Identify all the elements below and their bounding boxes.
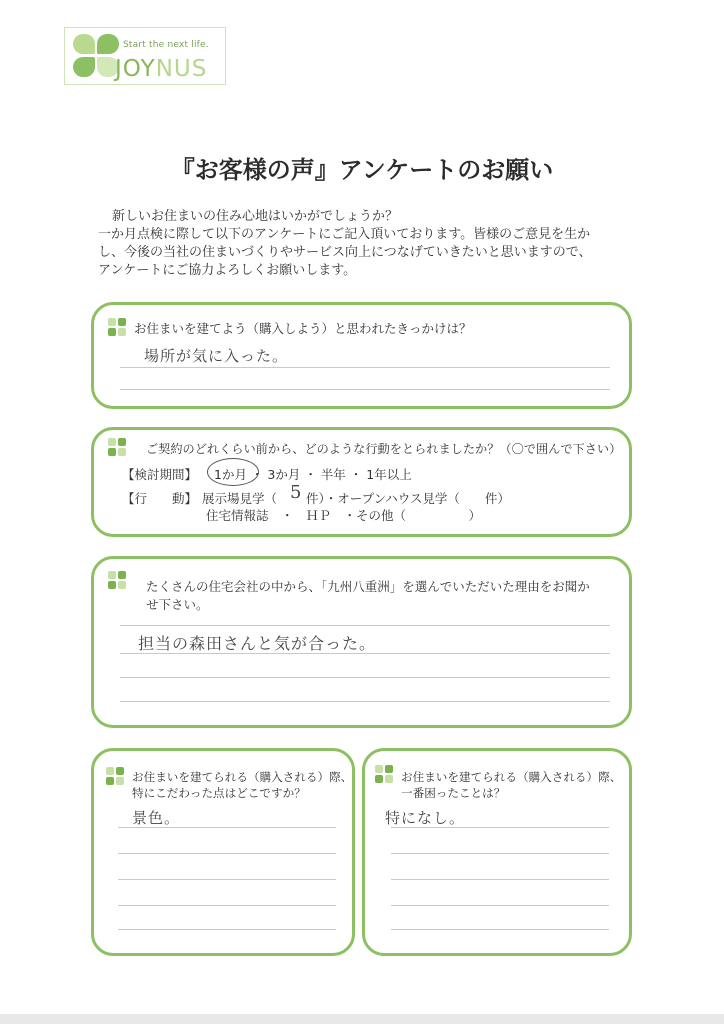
question-text: ご契約のどれくらい前から、どのような行動をとられましたか？（〇で囲んで下さい） bbox=[146, 442, 622, 456]
answer-rule bbox=[391, 827, 609, 828]
question-text-line-2: せ下さい。 bbox=[146, 597, 209, 612]
question-box-reason bbox=[91, 556, 632, 728]
clover-icon bbox=[106, 767, 126, 787]
answer-rule bbox=[120, 625, 610, 626]
handwritten-answer: 担当の森田さんと気が合った。 bbox=[138, 634, 377, 653]
page-title: 『お客様の声』アンケートのお願い bbox=[170, 156, 554, 184]
question-box-trigger bbox=[91, 302, 632, 409]
intro-text bbox=[98, 208, 658, 280]
answer-rule bbox=[120, 701, 610, 702]
question-text-line-2: 一番困ったことは？ bbox=[401, 786, 506, 800]
question-text-line-1: お住まいを建てられる（購入される）際、 bbox=[132, 770, 353, 784]
question-text: お住まいを建てよう（購入しよう）と思われたきっかけは？ bbox=[134, 321, 472, 336]
period-options: 1か月 ・ 3か月 ・ 半年 ・ 1年以上 bbox=[214, 467, 412, 482]
handwritten-count: 5 bbox=[290, 482, 303, 503]
handwritten-answer: 特になし。 bbox=[385, 809, 466, 827]
clover-icon bbox=[108, 571, 128, 591]
action-line-2: 住宅情報誌 ・ ＨＰ ・その他（ ） bbox=[206, 508, 482, 523]
logo-leaf-icon bbox=[73, 34, 95, 54]
logo-leaf-icon bbox=[73, 57, 95, 77]
clover-icon bbox=[108, 438, 128, 458]
question-text-line-1: たくさんの住宅会社の中から、「九州八重洲」を選んでいただいた理由をお聞か bbox=[146, 579, 590, 594]
answer-rule bbox=[118, 929, 336, 930]
logo-leaf-icon bbox=[97, 34, 119, 54]
clover-icon bbox=[108, 318, 128, 338]
question-text-line-2: 特にこだわった点はどこですか？ bbox=[132, 786, 306, 800]
answer-rule bbox=[120, 389, 610, 390]
intro-line: アンケートにご協力よろしくお願いします。 bbox=[98, 263, 357, 278]
logo-wordmark bbox=[115, 56, 207, 82]
question-text-line-1: お住まいを建てられる（購入される）際、 bbox=[401, 770, 622, 784]
answer-rule bbox=[120, 653, 610, 654]
scan-edge bbox=[0, 1014, 724, 1024]
answer-rule bbox=[120, 367, 610, 368]
answer-rule bbox=[391, 879, 609, 880]
logo-wordmark-light: NUS bbox=[155, 56, 208, 82]
action-line-1a: 展示場見学（ bbox=[202, 491, 278, 506]
answer-rule bbox=[118, 853, 336, 854]
intro-line: し、今後の当社の住まいづくりやサービス向上につなげていきたいと思いますので、 bbox=[98, 245, 592, 260]
answer-rule bbox=[118, 827, 336, 828]
answer-rule bbox=[391, 929, 609, 930]
selected-period-circle bbox=[207, 458, 259, 486]
intro-line: 一か月点検に際して以下のアンケートにご記入頂いております。皆様のご意見を生か bbox=[98, 227, 591, 242]
action-label: 【行 動】 bbox=[122, 491, 198, 506]
question-box-particular bbox=[91, 748, 355, 956]
action-line-1b: 件）・オープンハウス見学（ 件） bbox=[306, 491, 510, 506]
question-box-activity bbox=[91, 427, 632, 537]
answer-rule bbox=[118, 879, 336, 880]
logo-wordmark-main: JOY bbox=[115, 56, 156, 82]
clover-icon bbox=[375, 765, 395, 785]
handwritten-answer: 景色。 bbox=[132, 809, 181, 827]
question-box-difficulty bbox=[362, 748, 632, 956]
period-label: 【検討期間】 bbox=[122, 467, 198, 482]
intro-line: 新しいお住まいの住み心地はいかがでしょうか？ bbox=[112, 209, 399, 224]
answer-rule bbox=[118, 905, 336, 906]
handwritten-answer: 場所が気に入った。 bbox=[144, 347, 289, 365]
logo-tagline: Start the next life. bbox=[123, 40, 209, 50]
answer-rule bbox=[391, 905, 609, 906]
company-logo bbox=[64, 27, 226, 85]
answer-rule bbox=[120, 677, 610, 678]
answer-rule bbox=[391, 853, 609, 854]
